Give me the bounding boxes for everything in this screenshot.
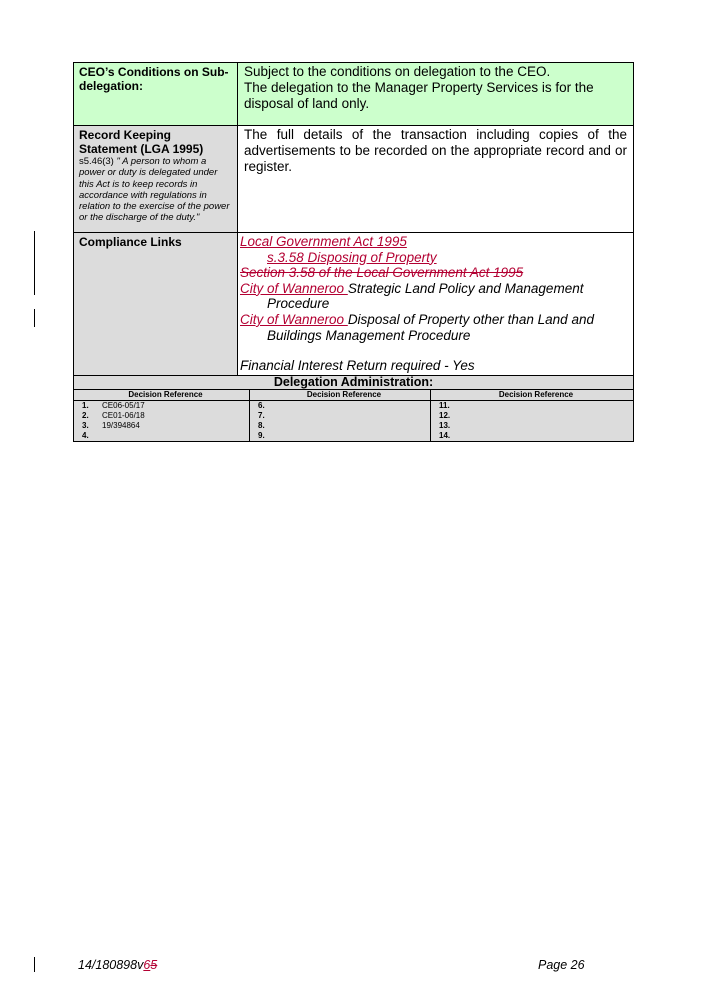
decision-cell: 6.: [250, 400, 431, 411]
decision-cell: 11.: [431, 400, 634, 411]
statute-ref: s5.46(3): [79, 156, 114, 167]
compliance-label: Compliance Links: [79, 235, 182, 249]
decision-header-row: [74, 389, 633, 400]
conditions-label-cell: [74, 63, 238, 126]
col-header: Decision Reference: [74, 389, 250, 400]
link-s358[interactable]: s.3.58 Disposing of Property: [267, 249, 437, 265]
statute-quote: " A person to whom a power or duty is delegated under this Act is to keep records in accordance with regulations in relation to the exercise of the power or the discharge of the duty.": [79, 156, 230, 224]
deleted-section-358: Section 3.58 of the Local Government Act 1995: [240, 265, 524, 281]
decision-row: [74, 431, 633, 441]
record-keeping-label: Record Keeping Statement (LGA 1995): [79, 128, 204, 156]
conditions-line1: Subject to the conditions on delegation to the CEO.: [244, 64, 551, 79]
link-city-wanneroo-1[interactable]: City of Wanneroo: [240, 280, 348, 296]
strategic-land-policy: Strategic Land Policy and Management: [347, 280, 584, 296]
conditions-value-cell: [238, 63, 634, 126]
link-lga-1995[interactable]: Local Government Act 1995: [240, 234, 407, 249]
delegation-table: [73, 62, 634, 442]
decision-row: [74, 411, 633, 421]
record-keeping-value: The full details of the transaction including copies of the advertisements to be recorded on the appropriate record and or register.: [238, 126, 634, 233]
admin-row: [74, 375, 634, 441]
conditions-label: CEO’s Conditions on Sub-delegation:: [79, 65, 229, 93]
footer-doc-id: 14/180898v65: [78, 958, 158, 972]
decision-cell: 8.: [250, 421, 431, 431]
record-keeping-statute: [79, 156, 232, 224]
decision-cell: 1. CE06-05/17: [74, 400, 250, 411]
decision-cell: 4.: [74, 431, 250, 441]
compliance-label-cell: [74, 233, 238, 376]
compliance-links: [238, 233, 634, 376]
admin-title: Delegation Administration:: [74, 376, 633, 389]
record-keeping-label-cell: [74, 126, 238, 233]
admin-cell: [74, 375, 634, 441]
decision-cell: 2. CE01-06/18: [74, 411, 250, 421]
decision-cell: 9.: [250, 431, 431, 441]
disposal-procedure: Disposal of Property other than Land and: [347, 311, 594, 327]
decision-reference-table: [74, 389, 633, 441]
version-old: 5: [150, 958, 158, 972]
change-bar: [34, 957, 35, 972]
decision-cell: 12.: [431, 411, 634, 421]
conditions-line2: The delegation to the Manager Property Services is for the disposal of land only.: [244, 80, 594, 111]
col-header: Decision Reference: [250, 389, 431, 400]
decision-cell: 14.: [431, 431, 634, 441]
strategic-land-policy-cont: Procedure: [267, 296, 330, 312]
change-bar: [34, 309, 35, 327]
financial-interest: Financial Interest Return required - Yes: [240, 358, 475, 374]
col-header: Decision Reference: [431, 389, 634, 400]
record-keeping-row: [74, 126, 634, 233]
decision-row: [74, 400, 633, 411]
change-bar: [34, 231, 35, 295]
decision-cell: 13.: [431, 421, 634, 431]
compliance-row: [74, 233, 634, 376]
disposal-procedure-cont: Buildings Management Procedure: [267, 327, 471, 343]
decision-row: [74, 421, 633, 431]
conditions-row: [74, 63, 634, 126]
decision-cell: 7.: [250, 411, 431, 421]
link-city-wanneroo-2[interactable]: City of Wanneroo: [240, 311, 348, 327]
version-new: 6: [143, 958, 151, 972]
footer-page-number: Page 26: [538, 958, 585, 972]
decision-cell: 3. 19/394864: [74, 421, 250, 431]
